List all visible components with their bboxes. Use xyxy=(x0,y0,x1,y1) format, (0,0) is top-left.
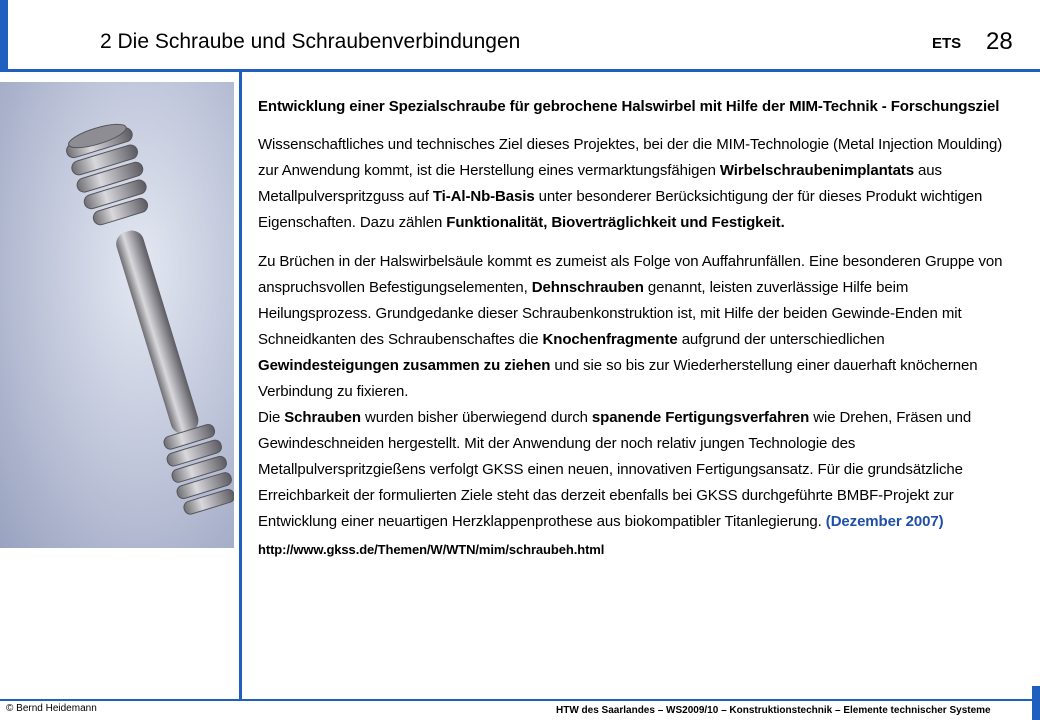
screw-illustration xyxy=(0,82,234,548)
section-heading: Entwicklung einer Spezialschraube für gebrochene Halswirbel mit Hilfe der MIM-Technik - Forschungsziel xyxy=(258,98,1000,115)
paragraph-research-goal: Wissenschaftliches und technisches Ziel dieses Projektes, bei der die MIM-Technologie (Metal Injection Moulding) zur Anwendung kommt, ist die Herstellung eines vermarktungsfähigen Wirbelschraubenimplantats aus Metallpulverspritzguss auf Ti-Al-Nb-Basis unter besonderer Berücksichtigung der für dieses Produkt wichtigen Eigenschaften. Dazu zählen Funktionalität, Bioverträglichkeit und Festigkeit. xyxy=(258,136,1003,231)
left-accent-bar xyxy=(0,0,8,70)
vertical-divider xyxy=(239,69,242,700)
footer-institution: HTW des Saarlandes – WS2009/10 – Konstruktionstechnik – Elemente technischer Systeme xyxy=(556,705,991,716)
footer-divider xyxy=(0,699,1040,701)
source-url[interactable]: http://www.gkss.de/Themen/W/WTN/mim/schraubeh.html xyxy=(258,542,605,557)
bone-screw-photo-icon xyxy=(0,82,234,548)
paragraph-fractures: Zu Brüchen in der Halswirbelsäule kommt es zumeist als Folge von Auffahrunfällen. Eine besonderen Gruppe von anspruchsvollen Befestigungselementen, Dehnschrauben genannt, leisten zuverlässige Hilfe beim Heilungsprozess. Grundgedanke dieser Schraubenkonstruktion ist, mit Hilfe der beiden Gewinde-Enden mit Schneidkanten des Schraubenschaftes die Knochenfragmente aufgrund der unterschiedlichen Gewindesteigungen zusammen zu ziehen und sie so bis zur Wiederherstellung einer dauerhaft knöchernen Verbindung zu fixieren. xyxy=(258,253,1003,400)
slide-title: 2 Die Schraube und Schraubenverbindungen xyxy=(100,30,521,53)
date-note: (Dezember 2007) xyxy=(825,513,944,530)
paragraph-manufacturing: Die Schrauben wurden bisher überwiegend durch spanende Fertigungsverfahren wie Drehen, Fräsen und Gewindeschneiden hergestellt. Mit der Anwendung der noch relativ jungen Technologie des Metallpulverspritzgießens verfolgt GKSS einen neuen, innovativen Fertigungsansatz. Für die grundsätzliche Erreichbarkeit der formulierten Ziele steht das derzeit ebenfalls bei GKSS durchgeführte BMBF-Projekt zur Entwicklung einer neuartigen Herzklappenprothese aus biokompatibler Titanlegierung. (Dezember 2007) xyxy=(258,409,972,530)
header-divider xyxy=(0,69,1040,72)
main-text xyxy=(258,94,1010,560)
footer-accent-bar xyxy=(1032,686,1040,720)
course-code: ETS xyxy=(932,35,962,52)
page-number: 28 xyxy=(986,28,1013,55)
footer-author: © Bernd Heidemann xyxy=(6,703,97,714)
